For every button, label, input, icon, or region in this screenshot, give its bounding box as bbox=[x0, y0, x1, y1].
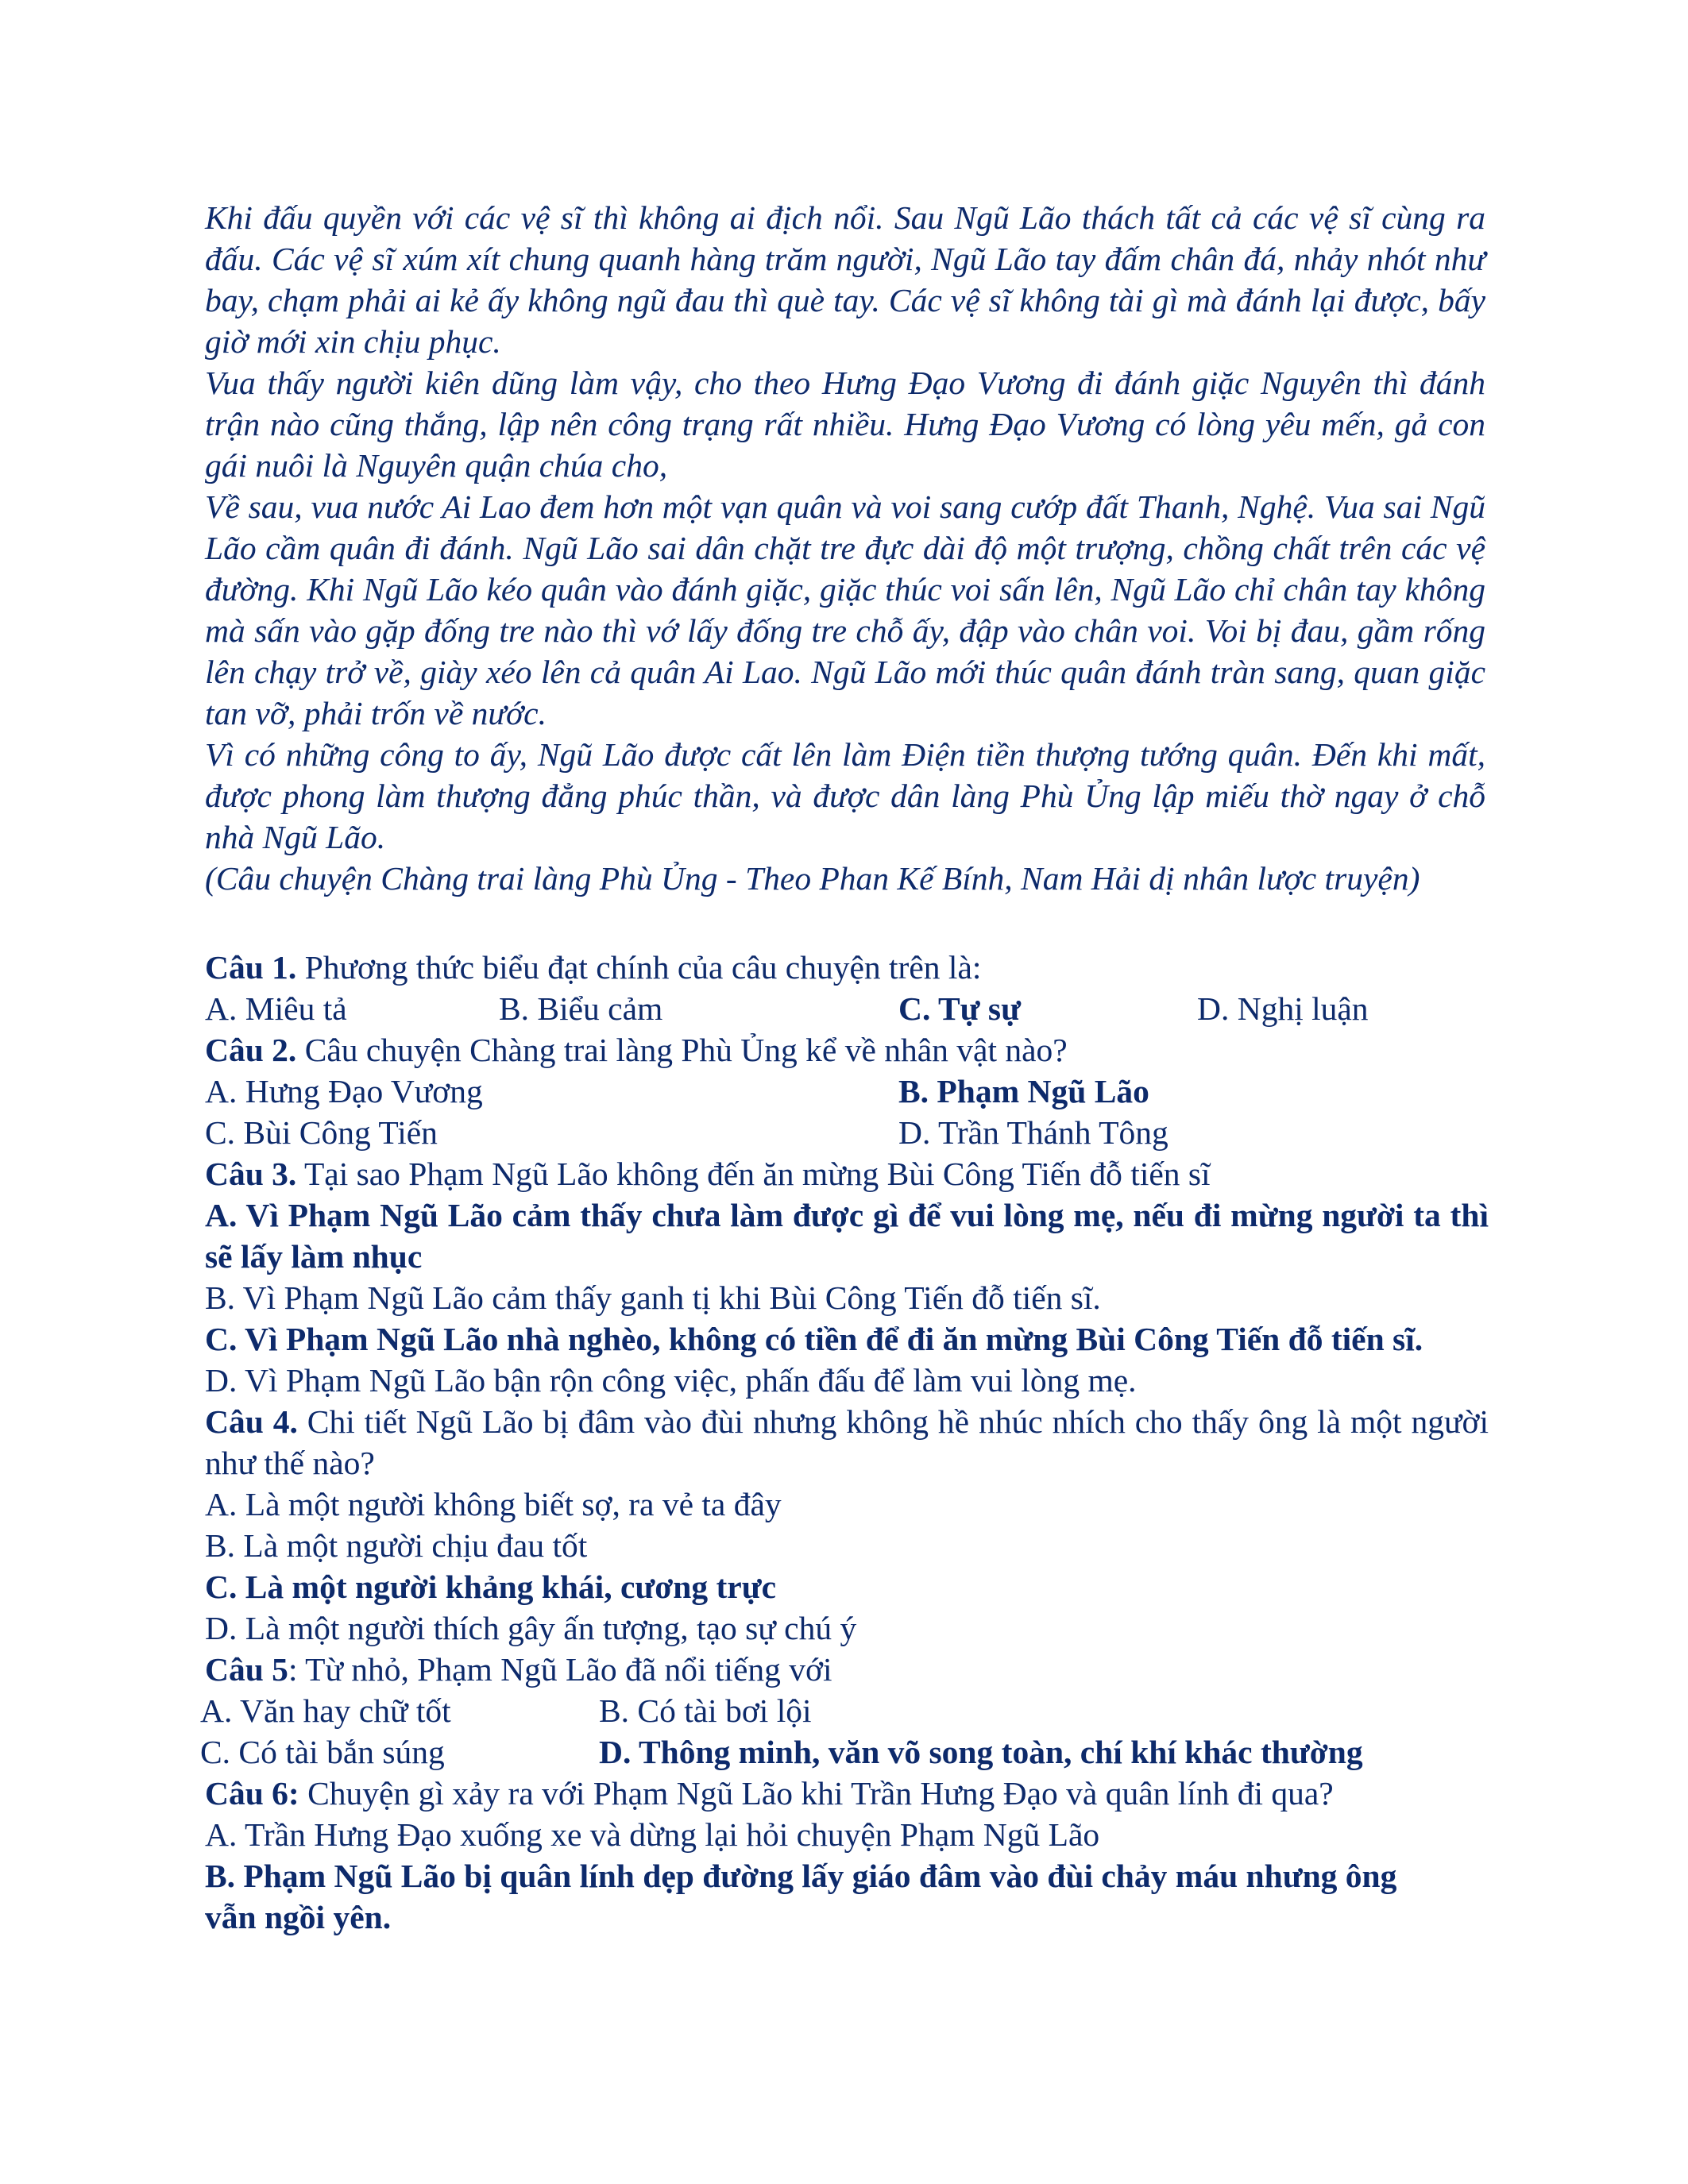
question-label: Câu 4. bbox=[205, 1403, 298, 1440]
question-label: Câu 1. bbox=[205, 949, 297, 986]
answer-option: B. Là một người chịu đau tốt bbox=[205, 1527, 588, 1564]
question-label: Câu 6: bbox=[205, 1775, 299, 1812]
question-text: Chuyện gì xảy ra với Phạm Ngũ Lão khi Trần Hưng Đạo và quân lính đi qua? bbox=[299, 1775, 1334, 1812]
answer-option-highlighted: B. Phạm Ngũ Lão bbox=[898, 1073, 1149, 1109]
answer-option: D. Là một người thích gây ấn tượng, tạo sự chú ý bbox=[205, 1610, 857, 1646]
answer-option: B. Có tài bơi lội bbox=[599, 1692, 812, 1729]
answer-option: A. Trần Hưng Đạo xuống xe và dừng lại hỏi chuyện Phạm Ngũ Lão bbox=[205, 1816, 1100, 1853]
question-text: : Từ nhỏ, Phạm Ngũ Lão đã nổi tiếng với bbox=[288, 1651, 832, 1688]
passage-source: (Câu chuyện Chàng trai làng Phù Ủng - Theo Phan Kế Bính, Nam Hải dị nhân lược truyện) bbox=[205, 860, 1420, 897]
answer-option: B. Vì Phạm Ngũ Lão cảm thấy ganh tị khi Bùi Công Tiến đỗ tiến sĩ. bbox=[205, 1279, 1101, 1316]
question-5 bbox=[205, 1649, 1489, 1690]
question-6 bbox=[205, 1773, 1489, 1814]
question-4 bbox=[205, 1401, 1489, 1484]
answer-option: C. Bùi Công Tiến bbox=[205, 1114, 438, 1151]
answer-option: A. Miêu tả bbox=[205, 990, 347, 1027]
question-text: Tại sao Phạm Ngũ Lão không đến ăn mừng Bùi Công Tiến đỗ tiến sĩ bbox=[296, 1156, 1211, 1192]
answer-option-highlighted: C. Là một người khảng khái, cương trực bbox=[205, 1569, 777, 1605]
answer-option: C. Có tài bắn súng bbox=[200, 1734, 445, 1770]
answer-row bbox=[205, 1071, 1489, 1112]
answer-option-highlighted: A. Vì Phạm Ngũ Lão cảm thấy chưa làm được gì để vui lòng mẹ, nếu đi mừng người ta thì sẽ lấy làm nhục bbox=[205, 1197, 1489, 1275]
question-list bbox=[200, 947, 1489, 1938]
answer-row bbox=[205, 1112, 1489, 1153]
question-text: Chi tiết Ngũ Lão bị đâm vào đùi nhưng không hề nhúc nhích cho thấy ông là một người như thế nào? bbox=[205, 1403, 1489, 1481]
passage-paragraph: Vì có những công to ấy, Ngũ Lão được cất lên làm Điện tiền thượng tướng quân. Đến khi mất, được phong làm thượng đẳng phúc thần, và được dân làng Phù Ủng lập miếu thờ ngay ở chỗ nhà Ngũ Lão. bbox=[205, 736, 1485, 855]
question-1 bbox=[205, 947, 1489, 988]
answer-option: B. Biểu cảm bbox=[499, 990, 663, 1027]
question-label: Câu 5 bbox=[205, 1651, 288, 1688]
question-label: Câu 3. bbox=[205, 1156, 297, 1192]
question-text: Phương thức biểu đạt chính của câu chuyện trên là: bbox=[296, 949, 982, 986]
question-3 bbox=[205, 1153, 1489, 1194]
question-label: Câu 2. bbox=[205, 1032, 297, 1068]
answer-row bbox=[200, 1731, 1489, 1773]
answer-option-highlighted: D. Thông minh, văn võ song toàn, chí khí khác thường bbox=[599, 1734, 1363, 1770]
passage-paragraph: Về sau, vua nước Ai Lao đem hơn một vạn quân và voi sang cướp đất Thanh, Nghệ. Vua sai Ngũ Lão cầm quân đi đánh. Ngũ Lão sai dân chặt tre đực dài độ một trượng, chồng chất trên các vệ đường. Khi Ngũ Lão kéo quân vào đánh giặc, giặc thúc voi sấn lên, Ngũ Lão chỉ chân tay không mà sấn vào gặp đống tre nào thì vớ lấy đống tre chỗ ấy, đập vào chân voi. Voi bị đau, gầm rống lên chạy trở về, giày xéo lên cả quân Ai Lao. Ngũ Lão mới thúc quân đánh tràn sang, quan giặc tan vỡ, phải trốn về nước. bbox=[205, 488, 1485, 731]
answer-option: A. Hưng Đạo Vương bbox=[205, 1073, 483, 1109]
answer-option-highlighted: B. Phạm Ngũ Lão bị quân lính dẹp đường lấy giáo đâm vào đùi chảy máu nhưng ông vẫn ngồi yên. bbox=[205, 1858, 1397, 1935]
answer-option-highlighted: C. Vì Phạm Ngũ Lão nhà nghèo, không có tiền để đi ăn mừng Bùi Công Tiến đỗ tiến sĩ. bbox=[205, 1321, 1423, 1357]
answer-option: A. Văn hay chữ tốt bbox=[200, 1692, 451, 1729]
answer-option: A. Là một người không biết sợ, ra vẻ ta đây bbox=[205, 1486, 782, 1522]
answer-option: D. Nghị luận bbox=[1197, 990, 1369, 1027]
answer-row bbox=[205, 988, 1489, 1029]
question-text: Câu chuyện Chàng trai làng Phù Ủng kể về nhân vật nào? bbox=[296, 1032, 1068, 1068]
reading-passage bbox=[205, 197, 1485, 899]
answer-row bbox=[200, 1690, 1489, 1731]
answer-option-highlighted: C. Tự sự bbox=[898, 990, 1021, 1027]
answer-option: D. Trần Thánh Tông bbox=[898, 1114, 1168, 1151]
passage-paragraph: Khi đấu quyền với các vệ sĩ thì không ai địch nổi. Sau Ngũ Lão thách tất cả các vệ sĩ cùng ra đấu. Các vệ sĩ xúm xít chung quanh hàng trăm người, Ngũ Lão tay đấm chân đá, nhảy nhót như bay, chạm phải ai kẻ ấy không ngũ đau thì què tay. Các vệ sĩ không tài gì mà đánh lại được, bấy giờ mới xin chịu phục. bbox=[205, 199, 1485, 360]
answer-option: D. Vì Phạm Ngũ Lão bận rộn công việc, phấn đấu để làm vui lòng mẹ. bbox=[205, 1362, 1137, 1399]
question-2 bbox=[205, 1029, 1489, 1071]
passage-paragraph: Vua thấy người kiên dũng làm vậy, cho theo Hưng Đạo Vương đi đánh giặc Nguyên thì đánh trận nào cũng thắng, lập nên công trạng rất nhiều. Hưng Đạo Vương có lòng yêu mến, gả con gái nuôi là Nguyên quận chúa cho, bbox=[205, 365, 1485, 484]
